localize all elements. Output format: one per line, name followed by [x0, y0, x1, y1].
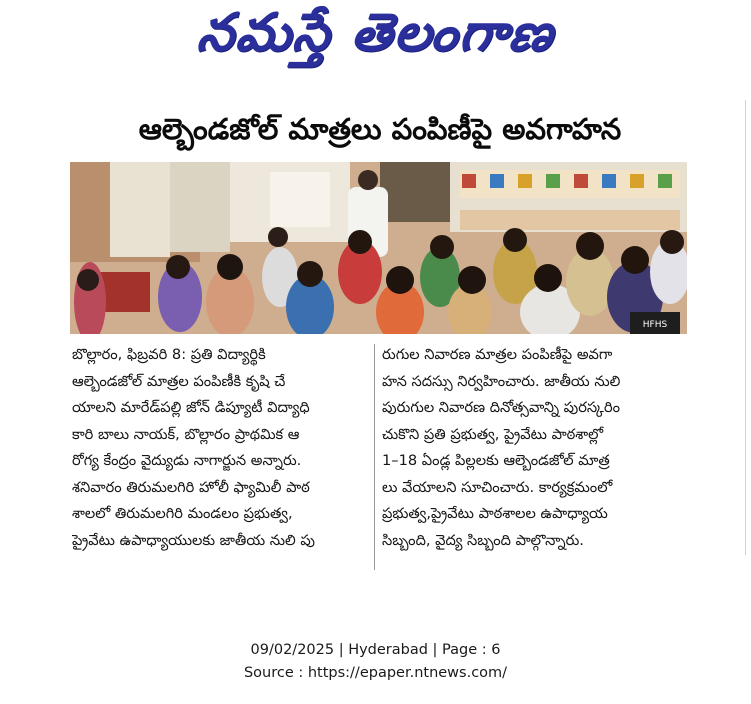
masthead-title: నమస్తే తెలంగాణ [194, 2, 558, 63]
photo-sign-text: HFHS [642, 320, 668, 330]
column2-line: చుకొని ప్రతి ప్రభుత్వ, ప్రైవేటు పాఠశాల్లో [382, 425, 604, 443]
column1-line: యాలని మారేడ్‌పల్లి జోన్ డిప్యూటీ విద్యాధి [72, 399, 310, 416]
column1-line: శాలలో తిరుమలగిరి మండలం ప్రభుత్వ, [72, 505, 293, 522]
source-link[interactable]: Source : https://epaper.ntnews.com/ [243, 665, 508, 681]
column1-line: ఆల్బెండజోల్ మాత్రల పంపిణీకి కృషి చే [72, 372, 286, 390]
column1-line: శనివారం తిరుమలగిరి హోలీ ఫ్యామిలీ పాఠ [72, 478, 310, 496]
article-column-2 [382, 342, 684, 554]
column1-line: ప్రైవేటు ఉపాధ్యాయులకు జాతీయ నులి పు [72, 531, 315, 549]
column2-line: సిబ్బంది, వైద్య సిబ్బంది పాల్గొన్నారు. [382, 531, 584, 549]
page-edge-divider [745, 100, 746, 555]
column1-line: కారి బాలు నాయక్, బొల్లారం ప్రాథమిక ఆ [72, 425, 300, 443]
column2-line: లు వేయాలని సూచించారు. కార్యక్రమంలో [382, 478, 613, 496]
article-column-1 [72, 342, 374, 554]
column-divider [374, 344, 375, 570]
classroom-meeting-photo [70, 162, 687, 334]
column2-line: హన సదస్సు నిర్వహించారు. జాతీయ నులి [382, 372, 621, 390]
newspaper-masthead [0, 4, 751, 74]
edition-info: 09/02/2025 | Hyderabad | Page : 6 [250, 642, 501, 658]
column2-line: 1–18 ఏండ్ల పిల్లలకు ఆల్బెండజోల్ మాత్ర [382, 452, 610, 469]
headline-text: ఆల్బెండజోల్ మాత్రలు పంపిణీపై అవగాహన [138, 112, 622, 146]
column1-line: బొల్లారం, ఫిబ్రవరి 8: ప్రతి విద్యార్థికి [72, 346, 266, 363]
column2-line: రుగుల నివారణ మాత్రల పంపిణీపై అవగా [382, 346, 613, 363]
article-photo [70, 162, 687, 334]
article-headline [70, 110, 690, 156]
column1-line: రోగ్య కేంద్రం వైద్యుడు నాగార్జున అన్నారు. [72, 452, 302, 469]
column2-line: పురుగుల నివారణ దినోత్సవాన్ని పురస్కరిం [382, 399, 621, 416]
column2-line: ప్రభుత్వ,ప్రైవేటు పాఠశాలల ఉపాధ్యాయ [382, 505, 608, 522]
